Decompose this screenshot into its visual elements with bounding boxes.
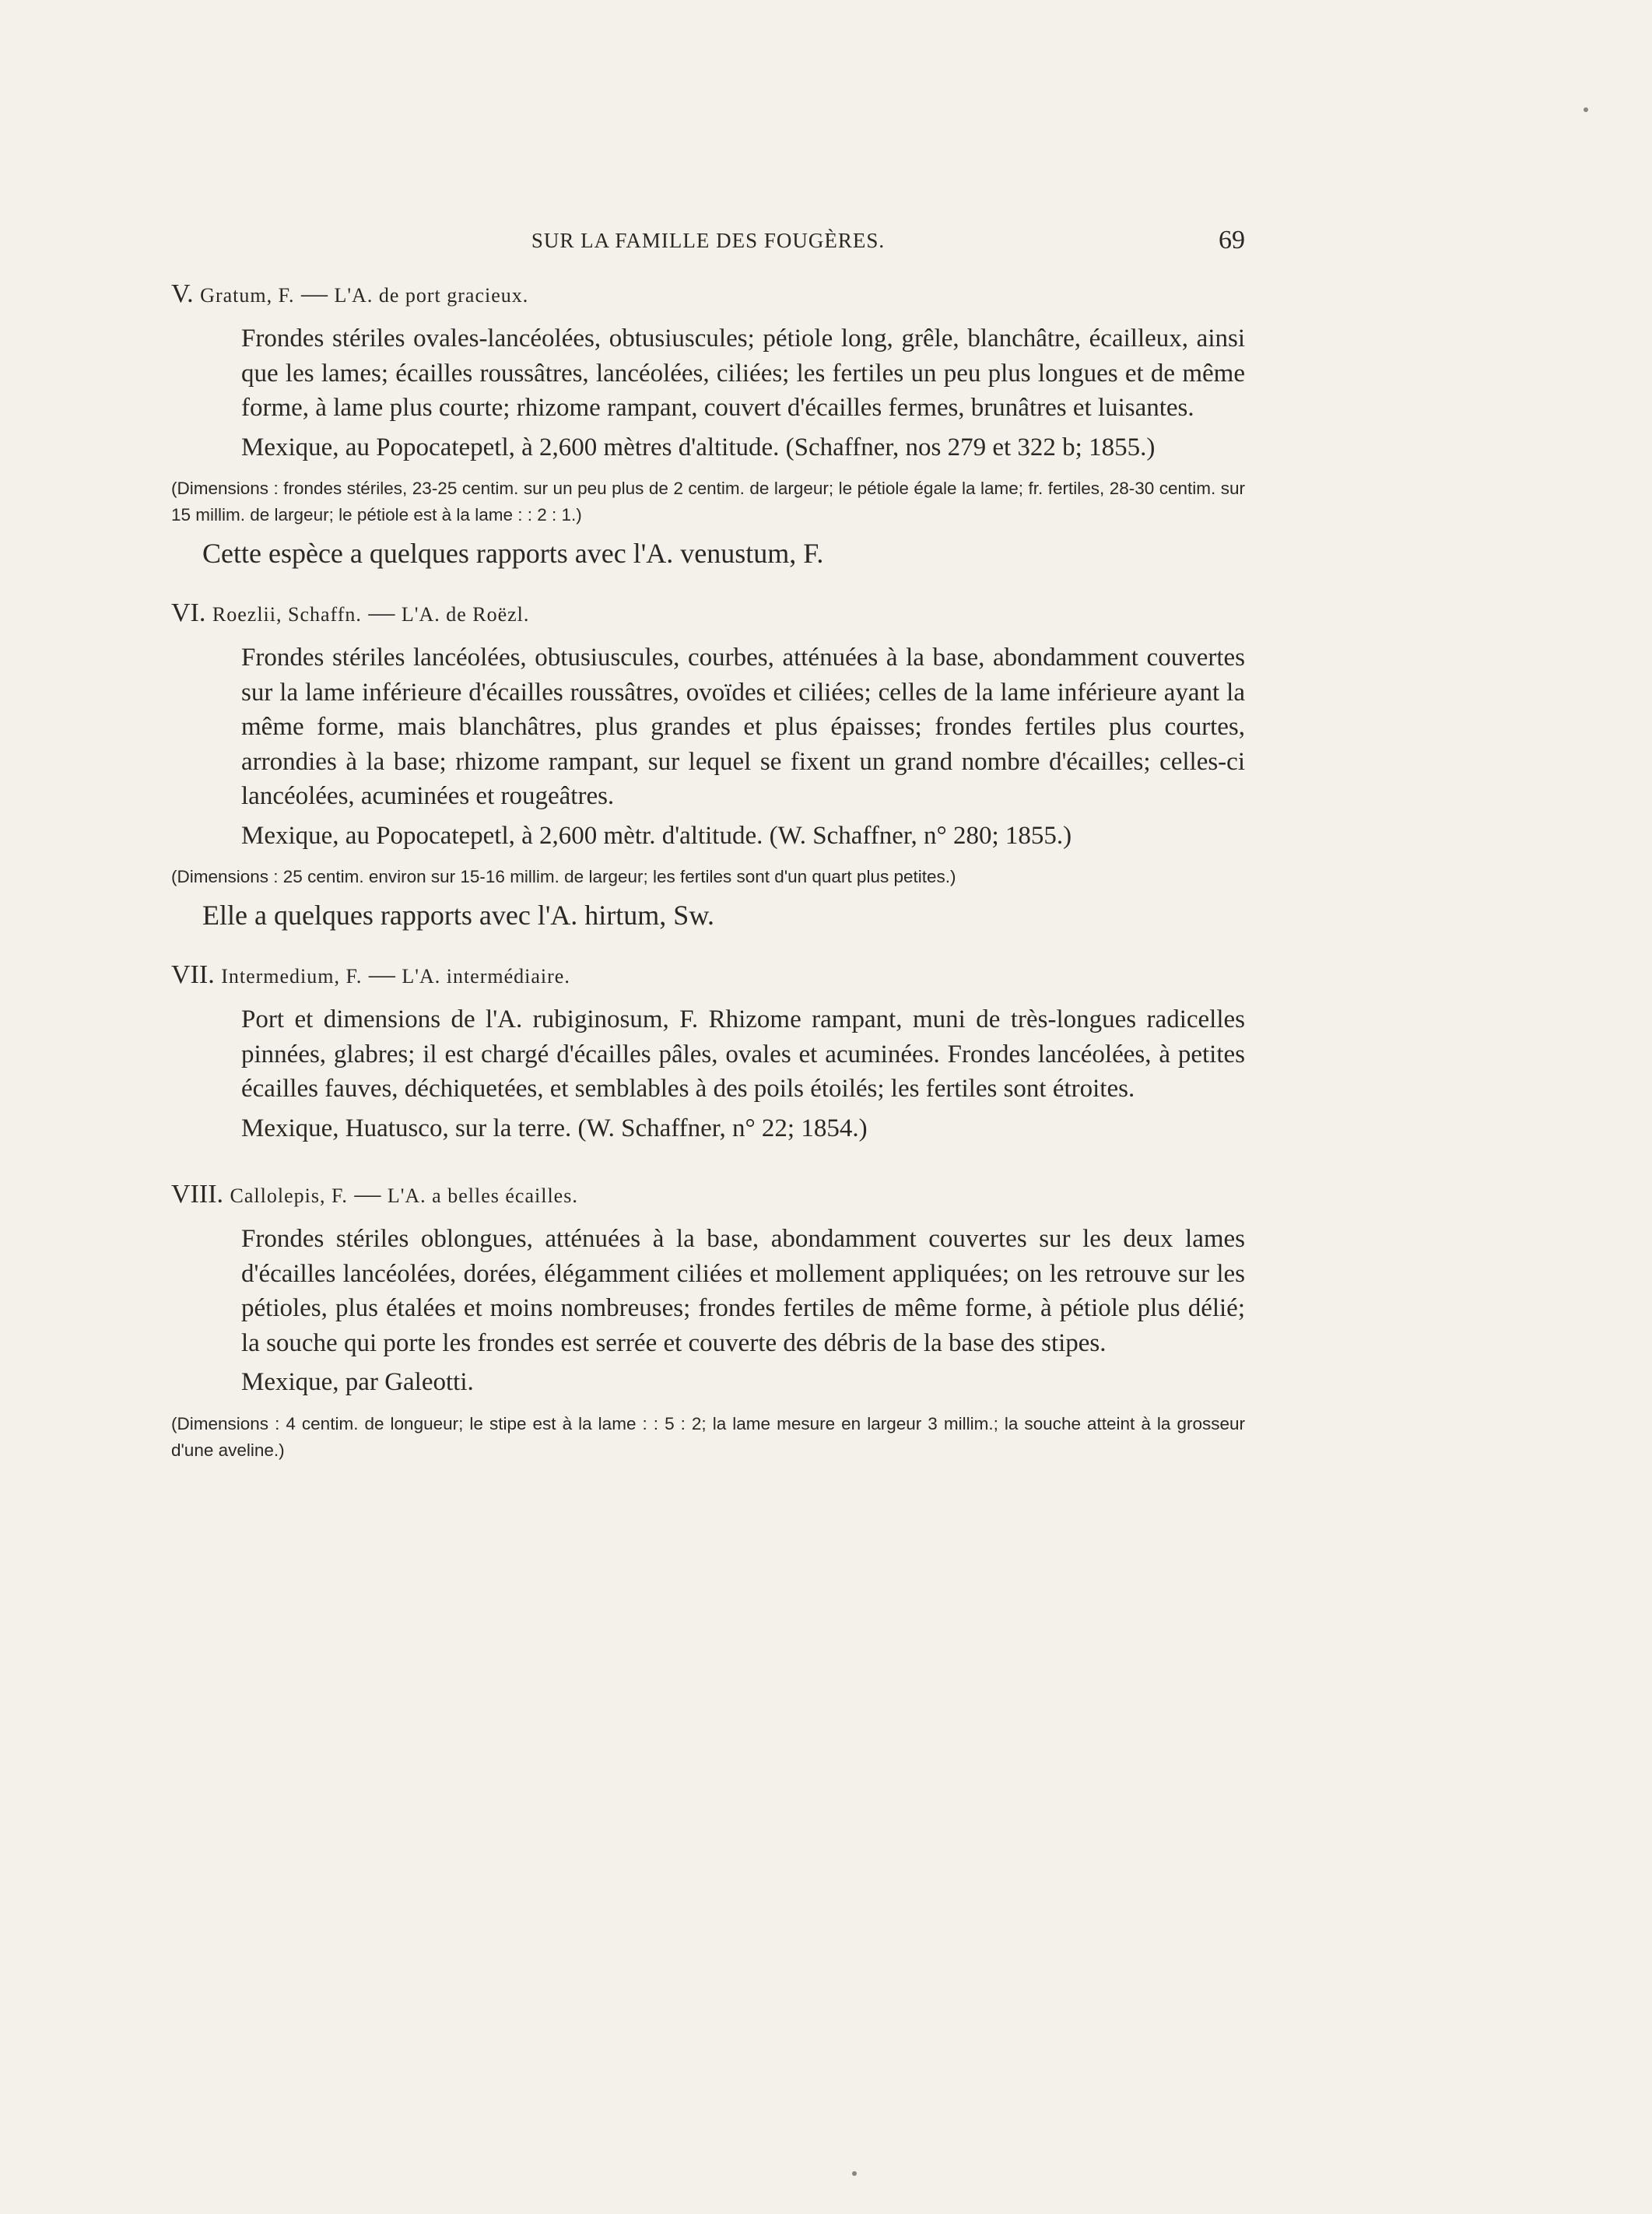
heading-dash: —	[361, 598, 402, 627]
locality-text: Mexique, Huatusco, sur la terre. (W. Schaffner, n° 22; 1854.)	[241, 1114, 868, 1142]
species-dimensions: (Dimensions : 4 centim. de longueur; le stipe est à la lame : : 5 : 2; la lame mesure en largeur 3 millim.; la souche atteint à la grosseur d'une aveline.)	[171, 1413, 1245, 1460]
species-locality	[171, 1365, 1245, 1400]
species-name: Gratum, F.	[200, 284, 295, 307]
species-description: Port et dimensions de l'A. rubiginosum, F. Rhizome rampant, muni de très-longues radicelles pinnées, glabres; il est chargé d'écailles pâles, ovales et acuminées. Frondes lancéolées, à petites écailles fauves, déchiquetées, et semblables à des poils étoilés; les fertiles sont étroites.	[241, 1005, 1245, 1103]
species-name: Intermedium, F.	[221, 965, 363, 988]
species-dimensions: (Dimensions : frondes stériles, 23-25 centim. sur un peu plus de 2 centim. de largeur; le pétiole égale la lame; fr. fertiles, 28-30 centim. sur 15 millim. de largeur; le pétiole est à la lame : : 2 : 1.)	[171, 479, 1245, 525]
species-locality	[171, 1111, 1245, 1146]
species-dimensions: (Dimensions : 25 centim. environ sur 15-16 millim. de largeur; les fertiles sont d'un quart plus petites.)	[171, 867, 956, 886]
species-locality	[171, 430, 1245, 465]
heading-dash: —	[294, 279, 335, 308]
body-text	[171, 276, 1245, 1470]
species-french-name: L'A. intermédiaire.	[402, 965, 570, 988]
species-french-name: L'A. de Roëzl.	[401, 603, 530, 626]
section-spacer	[171, 1156, 1245, 1177]
species-name: Roezlii, Schaffn.	[212, 603, 362, 626]
species-remark: Elle a quelques rapports avec l'A. hirtum, Sw.	[202, 900, 714, 931]
paper-speck	[852, 2171, 857, 2176]
species-description: Frondes stériles lancéolées, obtusiuscules, courbes, atténuées à la base, abondamment couvertes sur la lame inférieure d'écailles roussâtres, ovoïdes et ciliées; celles de la lame inférieure ayant la même forme, mais blanchâtres, plus grandes et plus épaisses; frondes fertiles plus courtes, arrondies à la base; rhizome rampant, sur lequel se fixent un grand nombre d'écailles; celles-ci lancéolées, acuminées et rougeâtres.	[241, 644, 1245, 810]
heading-dash: —	[347, 1180, 388, 1209]
species-heading	[171, 957, 1245, 995]
species-number: VI.	[171, 598, 206, 627]
species-section-roezlii	[171, 595, 1245, 934]
species-heading	[171, 595, 1245, 633]
page-number: 69	[1219, 226, 1245, 254]
species-french-name: L'A. de port gracieux.	[334, 284, 529, 307]
species-number: VII.	[171, 960, 215, 989]
species-section-callolepis	[171, 1177, 1245, 1464]
species-heading	[171, 1177, 1245, 1214]
species-section-gratum	[171, 276, 1245, 572]
species-locality	[171, 819, 1245, 854]
paper-speck	[1584, 107, 1588, 112]
species-number: V.	[171, 279, 194, 308]
species-section-intermedium	[171, 957, 1245, 1177]
running-title: SUR LA FAMILLE DES FOUGÈRES.	[531, 229, 886, 252]
heading-dash: —	[362, 960, 402, 989]
species-description: Frondes stériles oblongues, atténuées à la base, abondamment couvertes sur les deux lames d'écailles lancéolées, dorées, élégamment ciliées et mollement appliquées; on les retrouve sur les pétioles, plus étalées et moins nombreuses; frondes fertiles de même forme, à pétiole plus délié; la souche qui porte les frondes est serrée et couverte des débris de la base des stipes.	[241, 1225, 1245, 1357]
locality-text: Mexique, au Popocatepetl, à 2,600 mètr. d'altitude. (W. Schaffner, n° 280; 1855.)	[241, 821, 1072, 850]
species-remark: Cette espèce a quelques rapports avec l'A. venustum, F.	[202, 538, 824, 569]
species-name: Callolepis, F.	[230, 1184, 348, 1207]
locality-text: Mexique, par Galeotti.	[241, 1368, 474, 1396]
species-french-name: L'A. a belles écailles.	[387, 1184, 578, 1207]
locality-text: Mexique, au Popocatepetl, à 2,600 mètres d'altitude. (Schaffner, nos 279 et 322 b; 1855.)	[241, 433, 1156, 461]
species-number: VIII.	[171, 1180, 224, 1209]
species-description: Frondes stériles ovales-lancéolées, obtusiuscules; pétiole long, grêle, blanchâtre, écailleux, ainsi que les lames; écailles roussâtres, lancéolées, ciliées; les fertiles un peu plus longues et de même forme, à lame plus courte; rhizome rampant, couvert d'écailles fermes, brunâtres et luisantes.	[241, 325, 1245, 422]
species-heading	[171, 276, 1245, 314]
running-head	[171, 226, 1245, 257]
